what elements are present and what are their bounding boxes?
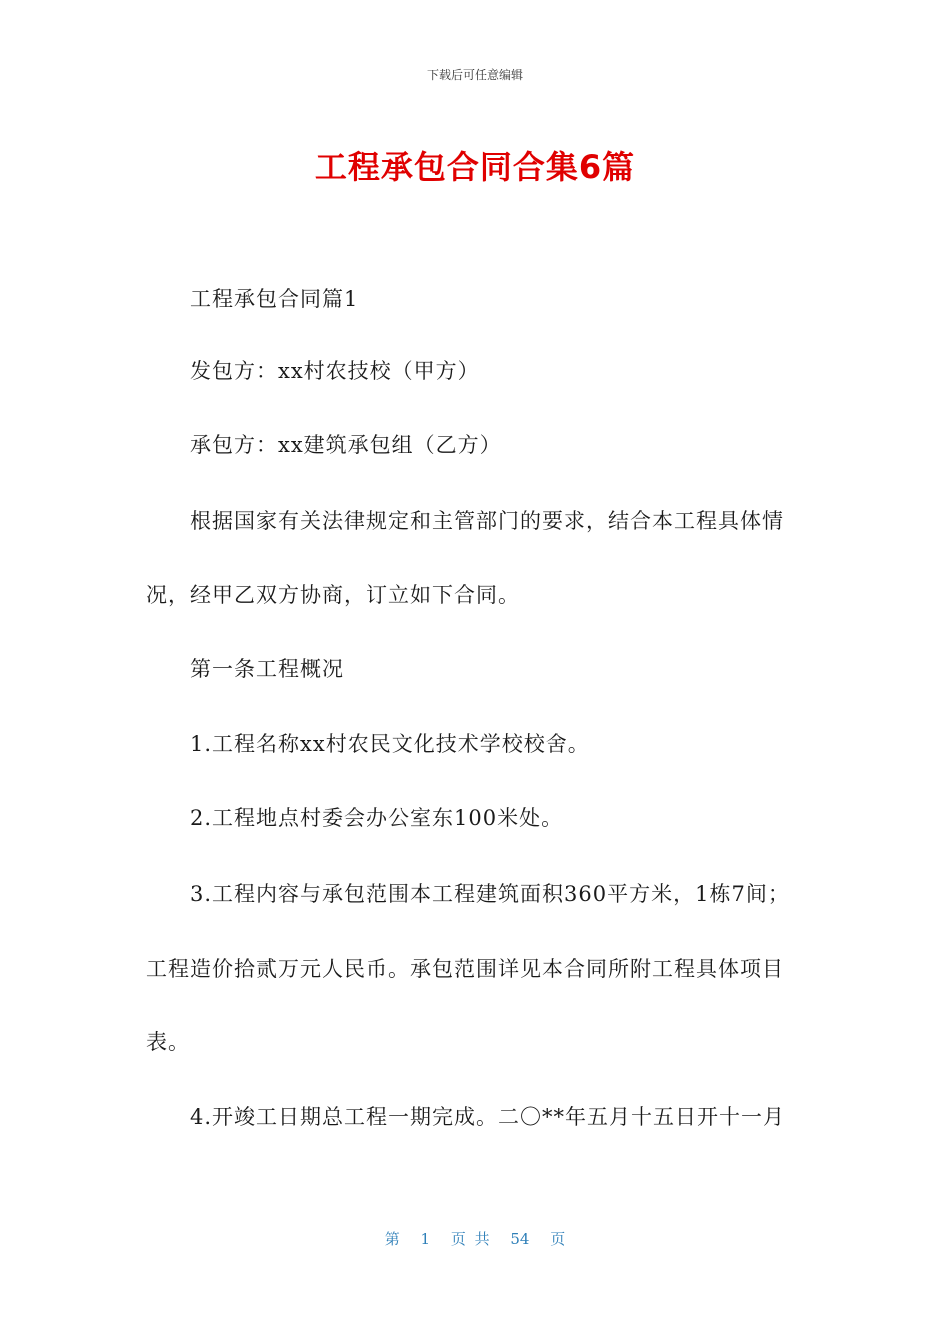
paragraph-line: 根据国家有关法律规定和主管部门的要求，结合本工程具体情 bbox=[190, 509, 784, 533]
paragraph-line: 工程造价拾贰万元人民币。承包范围详见本合同所附工程具体项目 bbox=[146, 957, 784, 981]
section-heading: 工程承包合同篇1 bbox=[190, 287, 359, 311]
page-number: 1 bbox=[420, 1230, 431, 1248]
section-heading: 第一条工程概况 bbox=[190, 657, 344, 681]
paragraph-line: 4.开竣工日期总工程一期完成。二〇**年五月十五日开十一月 bbox=[190, 1105, 786, 1129]
page-end-label: 页 bbox=[550, 1230, 566, 1248]
document-title: 工程承包合同合集6篇 bbox=[314, 148, 636, 186]
paragraph-line: 发包方：xx村农技校（甲方） bbox=[190, 359, 480, 383]
paragraph-line: 2.工程地点村委会办公室东100米处。 bbox=[190, 806, 564, 830]
page-footer bbox=[0, 1228, 950, 1249]
paragraph-line: 况，经甲乙双方协商，订立如下合同。 bbox=[146, 583, 520, 607]
paragraph-line: 1.工程名称xx村农民文化技术学校校舍。 bbox=[190, 732, 590, 756]
paragraph-line: 3.工程内容与承包范围本工程建筑面积360平方米，1栋7间； bbox=[190, 882, 790, 906]
paragraph-line: 承包方：xx建筑承包组（乙方） bbox=[190, 433, 502, 457]
paragraph-line: 表。 bbox=[146, 1030, 190, 1054]
page-label: 第 bbox=[384, 1230, 400, 1248]
page-header-note: 下载后可任意编辑 bbox=[426, 68, 523, 82]
page-total: 54 bbox=[510, 1230, 530, 1248]
page-total-label: 页 共 bbox=[450, 1230, 490, 1248]
